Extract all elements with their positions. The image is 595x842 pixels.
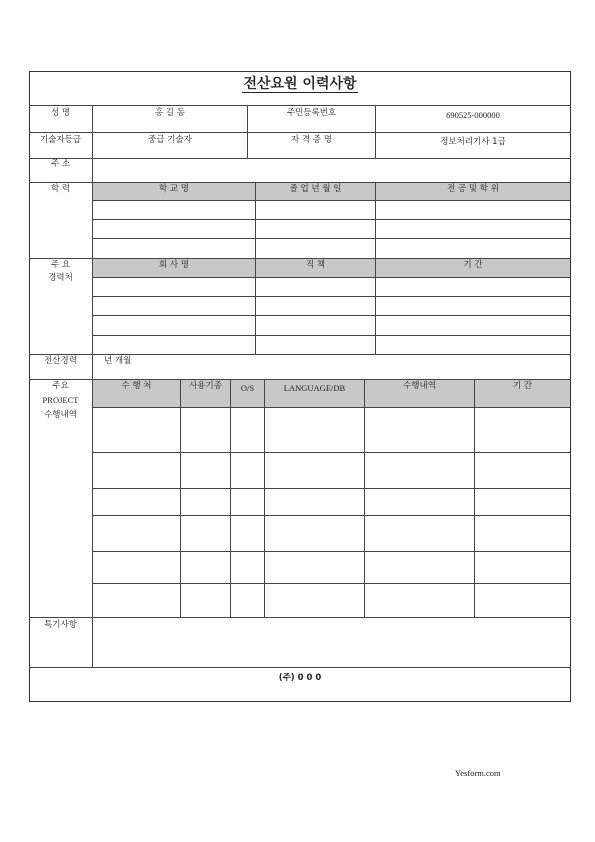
name-value[interactable]: 홍 길 동 (154, 108, 186, 118)
rule (230, 379, 231, 617)
project-header-language-db: LANGUAGE/DB (283, 383, 346, 393)
rule (93, 515, 570, 516)
career-header-company: 회 사 명 (158, 260, 190, 270)
address-label: 주 소 (50, 159, 71, 169)
rule (29, 158, 571, 159)
rule (93, 200, 570, 201)
career-label-line2: 경력처 (48, 273, 73, 283)
rule (29, 132, 571, 133)
rule (29, 258, 571, 259)
rule (93, 335, 570, 336)
id-number-value[interactable]: 690525-000000 (446, 110, 500, 120)
id-number-label: 주민등록번호 (286, 108, 337, 118)
rule (93, 583, 570, 584)
rule (29, 379, 571, 380)
education-header-graduation: 졸 업 년 월 일 (289, 184, 342, 194)
site-credit: Yesform.com (455, 768, 501, 778)
grade-value[interactable]: 중급 기술자 (148, 135, 192, 145)
career-header-period: 기 간 (463, 260, 483, 270)
rule (255, 258, 256, 354)
rule (29, 667, 571, 668)
rule (93, 219, 570, 220)
grade-label: 기술자등급 (39, 135, 82, 145)
education-header-school: 학 교 명 (158, 184, 190, 194)
education-header-major: 전 공 및 학 위 (447, 184, 499, 194)
name-label: 성 명 (50, 108, 71, 118)
rule (93, 315, 570, 316)
it-career-value[interactable]: 년 개월 (104, 356, 132, 366)
rule (29, 182, 571, 183)
project-label-line2: PROJECT (42, 395, 79, 405)
career-label-line1: 주 요 (50, 260, 71, 270)
rule (93, 407, 570, 408)
certificate-label: 자 격 증 명 (291, 135, 332, 145)
rule (29, 105, 571, 106)
rule (93, 551, 570, 552)
rule (29, 354, 571, 355)
rule (93, 296, 570, 297)
project-header-machine: 사용기종 (189, 381, 222, 391)
rule (364, 379, 365, 617)
rule (180, 379, 181, 617)
remarks-label: 특기사항 (44, 620, 77, 630)
education-label: 학 력 (50, 184, 71, 194)
project-header-tasks: 수행내역 (403, 381, 436, 391)
project-label-line1: 주요 (52, 381, 69, 391)
project-header-period: 기 간 (512, 381, 533, 391)
career-header-position: 직 책 (305, 260, 326, 270)
rule (93, 488, 570, 489)
project-header-os: O/S (240, 383, 255, 393)
certificate-value[interactable]: 정보처리기사 1급 (440, 137, 506, 147)
project-header-client: 수 행 처 (121, 381, 152, 391)
document-title: 전산요원 이력사항 (243, 76, 357, 92)
rule (474, 379, 475, 617)
rule (93, 238, 570, 239)
rule (29, 617, 571, 618)
rule (375, 258, 376, 354)
it-career-label: 전산경력 (44, 356, 77, 366)
company-footer: (주) 0 0 0 (278, 673, 322, 683)
rule (93, 277, 570, 278)
rule (264, 379, 265, 617)
project-label-line3: 수행내역 (44, 410, 77, 420)
rule (93, 452, 570, 453)
